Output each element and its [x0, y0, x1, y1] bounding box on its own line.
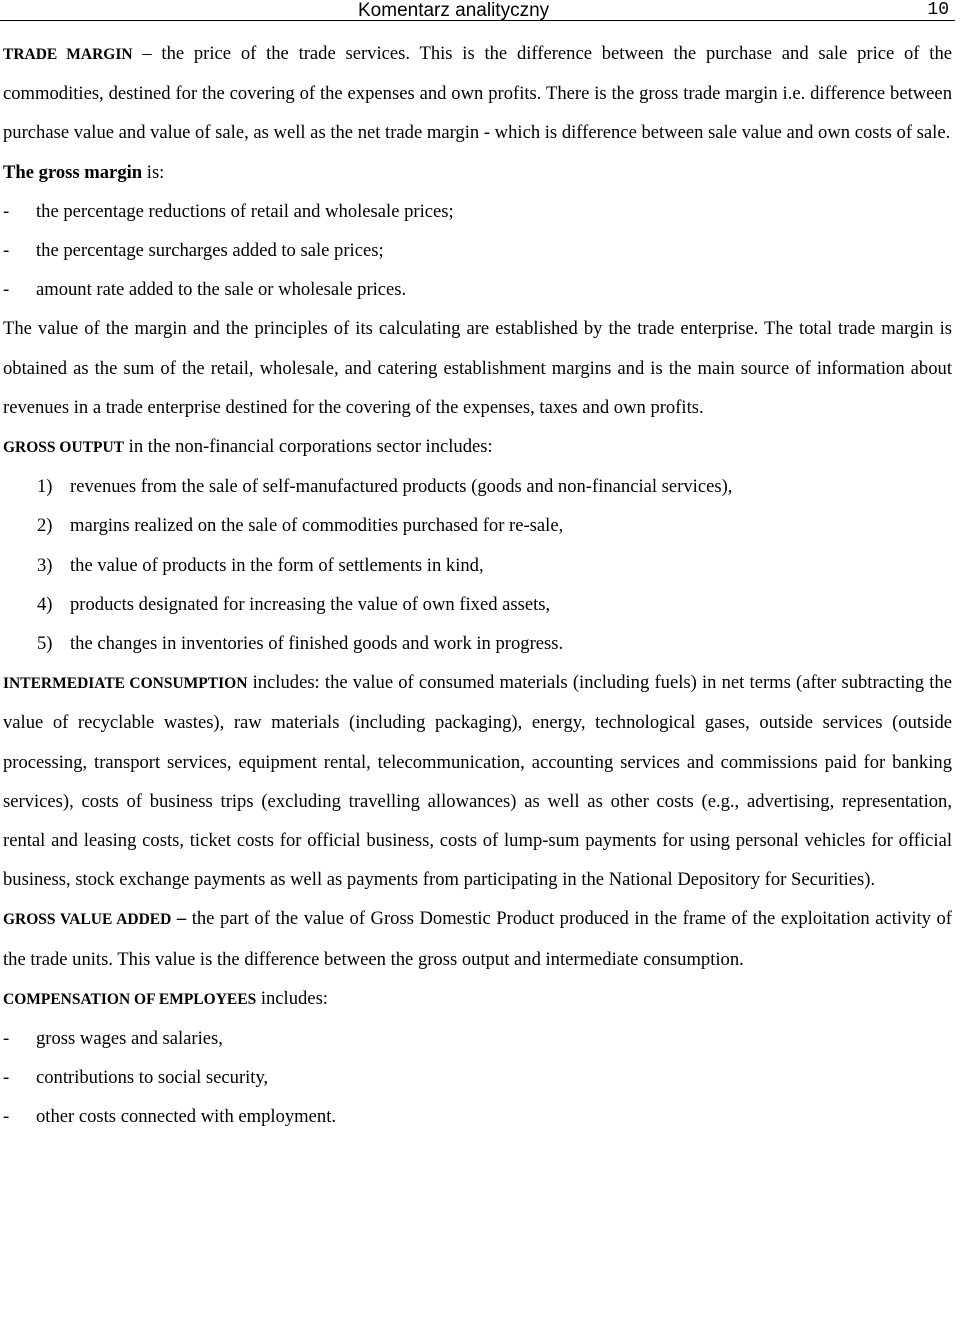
term-gross-output: GROSS OUTPUT: [3, 439, 125, 457]
list-item-text: the value of products in the form of settlements in kind,: [70, 554, 484, 576]
compensation-lead: [3, 979, 952, 1019]
gross-margin-lead: [3, 153, 952, 192]
list-dash: -: [3, 1067, 10, 1089]
gross-value-added-paragraph: [3, 899, 952, 978]
page-header: [0, 0, 955, 21]
list-number: 5): [37, 633, 53, 655]
list-dash: -: [3, 200, 10, 222]
term-intermediate-consumption: INTERMEDIATE CONSUMPTION: [3, 675, 248, 693]
trade-margin-text: – the price of the trade services. This is the difference between the purchase and sale price of the commodities, destined for the covering of the expenses and own profits. There is the gross trade margin i.e. difference between purchase value and value of sale, as well as the net trade margin - which is difference between sale value and own costs of sale.: [3, 43, 952, 144]
list-item: [3, 506, 952, 545]
list-item: [3, 1058, 952, 1097]
list-item-text: contributions to social security,: [36, 1067, 269, 1089]
gross-margin-list: [3, 192, 952, 310]
list-item: [3, 270, 952, 309]
list-number: 2): [37, 515, 53, 537]
list-item: [3, 585, 952, 624]
list-item: [3, 467, 952, 506]
list-item: [3, 192, 952, 231]
list-item: [3, 624, 952, 663]
list-number: 4): [37, 593, 53, 615]
page-number: 10: [927, 0, 949, 20]
list-item-text: other costs connected with employment.: [36, 1106, 337, 1128]
list-item-text: margins realized on the sale of commodities purchased for re-sale,: [70, 515, 564, 537]
term-gross-value-added: GROSS VALUE ADDED: [3, 911, 172, 929]
list-item-text: products designated for increasing the value of own fixed assets,: [70, 593, 551, 615]
margin-value-paragraph: The value of the margin and the principles of its calculating are established by the trade enterprise. The total trade margin is obtained as the sum of the retail, wholesale, and catering establishment margins and is the main source of information about revenues in a trade enterprise destined for the covering of the expenses, taxes and own profits.: [3, 318, 952, 418]
list-item-text: amount rate added to the sale or wholesale prices.: [36, 279, 407, 301]
gross-margin-bold: The gross margin: [3, 161, 143, 183]
list-dash: -: [3, 1106, 10, 1128]
list-dash: -: [3, 1028, 10, 1050]
gross-margin-lead-rest: is:: [142, 161, 165, 183]
gross-output-list: [3, 467, 952, 663]
term-trade-margin: TRADE MARGIN: [3, 46, 133, 63]
compensation-list: [3, 1019, 952, 1137]
list-item: [3, 1097, 952, 1136]
intermediate-consumption-paragraph: [3, 663, 952, 899]
intermediate-consumption-text: includes: the value of consumed materials (including fuels) in net terms (after subtracting the value of recyclable wastes), raw materials (including packaging), energy, technological gases, outside services (outside processing, transport services, equipment rental, telecommunication, accounting services and commissions paid for banking services), costs of business trips (excluding travelling allowances) as well as other costs (e.g., advertising, representation, rental and leasing costs, ticket costs for official business, costs of lump-sum payments for using personal vehicles for official business, stock exchange payments as well as payments from participating in the National Depository for Securities).: [3, 672, 952, 891]
document-body: [3, 34, 952, 1137]
list-item: [3, 1019, 952, 1058]
compensation-text: includes:: [256, 987, 328, 1009]
list-item-text: the percentage surcharges added to sale prices;: [36, 240, 384, 262]
list-number: 1): [37, 476, 53, 498]
list-dash: -: [3, 240, 10, 262]
trade-margin-paragraph: [3, 34, 952, 153]
gross-output-text: in the non-financial corporations sector includes:: [124, 436, 493, 458]
gross-value-added-dash: –: [171, 908, 192, 930]
gross-value-added-text: the part of the value of Gross Domestic Product produced in the frame of the exploitation activity of the trade units. This value is the difference between the gross output and intermediate consumption.: [3, 908, 952, 970]
gross-output-lead: [3, 427, 952, 467]
list-item: [3, 546, 952, 585]
list-number: 3): [37, 554, 53, 576]
header-title: Komentarz analityczny: [358, 0, 550, 21]
list-item-text: the changes in inventories of finished goods and work in progress.: [70, 633, 564, 655]
list-item-text: gross wages and salaries,: [36, 1028, 223, 1050]
term-compensation: COMPENSATION OF EMPLOYEES: [3, 990, 257, 1008]
list-item: [3, 231, 952, 270]
list-dash: -: [3, 279, 10, 301]
list-item-text: revenues from the sale of self-manufactured products (goods and non-financial services),: [70, 476, 733, 498]
list-item-text: the percentage reductions of retail and wholesale prices;: [36, 200, 454, 222]
